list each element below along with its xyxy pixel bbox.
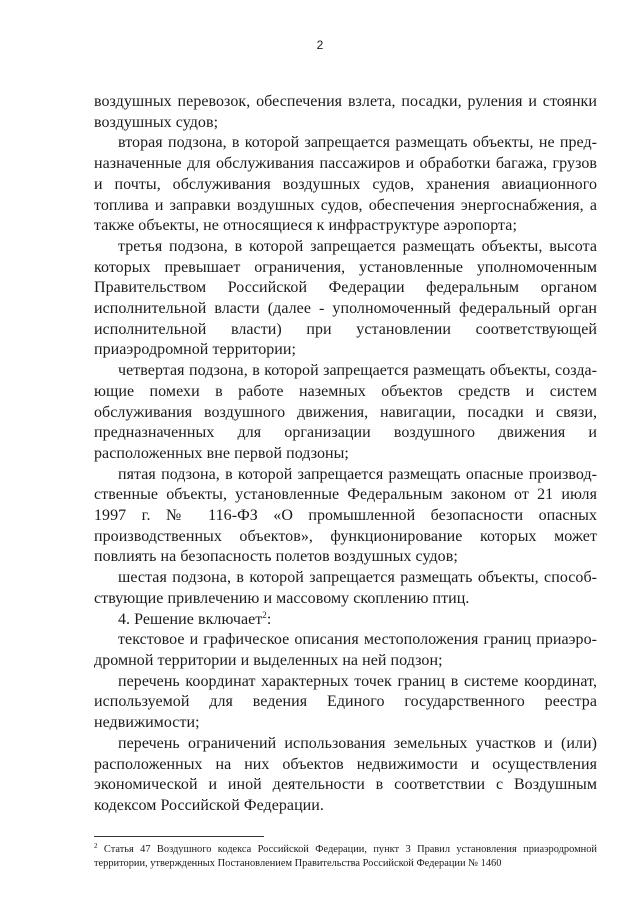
footnote-divider	[94, 836, 264, 837]
paragraph-decision-heading	[94, 610, 597, 631]
decision-text: 4. Решение включает	[118, 610, 263, 628]
footnote-marker: 2	[94, 842, 98, 850]
footnote	[94, 843, 597, 871]
decision-suffix: :	[266, 610, 272, 628]
paragraph-subzone-5: пятая подзона, в которой запрещается размещать опасные производственные объекты, установленные Федеральным законом от 21 июля 1997 г. № 116-ФЗ «О промышленной безопасности опасных производственных объектов», функционирование которых может повлиять на безопасность полетов воздушных судов;	[94, 465, 597, 566]
paragraph-subzone-3: третья подзона, в которой запрещается размещать объекты, высота которых превышает ограничения, установленные уполномоченным Правительством Российской Федерации федеральным органом исполнительной власти (далее - уполномоченный федеральный орган исполнительной власти) при установлении соответствующей приаэродромной территории;	[94, 237, 597, 359]
page-number: 2	[316, 38, 324, 52]
document-body	[94, 92, 597, 817]
footnote-text: Статья 47 Воздушного кодекса Российской Федерации, пункт 3 Правил установления приаэродромной территории, утвержденных Постановлением Правительства Российской Федерации № 1460	[94, 844, 597, 869]
paragraph-coordinates: перечень координат характерных точек границ в системе координат, используемой для ведения Единого государственного реестра недвижимости;	[94, 672, 597, 732]
paragraph-continuation: воздушных перевозок, обеспечения взлета, посадки, руления и стоянки воздушных судов;	[94, 93, 597, 131]
paragraph-subzone-4: четвертая подзона, в которой запрещается размещать объекты, создающие помехи в работе наземных объектов средств и систем обслуживания воздушного движения, навигации, посадки и связи, предназначенных для организации воздушного движения и расположенных вне первой подзоны;	[94, 362, 597, 462]
paragraph-subzone-6: шестая подзона, в которой запрещается размещать объекты, способствующие привлечению и массовому скоплению птиц.	[94, 569, 597, 607]
paragraph-restrictions: перечень ограничений использования земельных участков и (или) расположенных на них объектов недвижимости и осуществления экономической и иной деятельности в соответствии с Воздушным кодексом Российской Федерации.	[94, 734, 597, 814]
paragraph-description: текстовое и графическое описания местоположения границ приаэродромной территории и выделенных на ней подзон;	[94, 631, 597, 669]
paragraph-subzone-2: вторая подзона, в которой запрещается размещать объекты, не предназначенные для обслуживания пассажиров и обработки багажа, грузов и почты, обслуживания воздушных судов, хранения авиационного топлива и заправки воздушных судов, обеспечения энергоснабжения, а также объекты, не относящиеся к инфраструктуре аэропорта;	[94, 134, 597, 235]
footnote-reference[interactable]: 2	[262, 609, 267, 620]
